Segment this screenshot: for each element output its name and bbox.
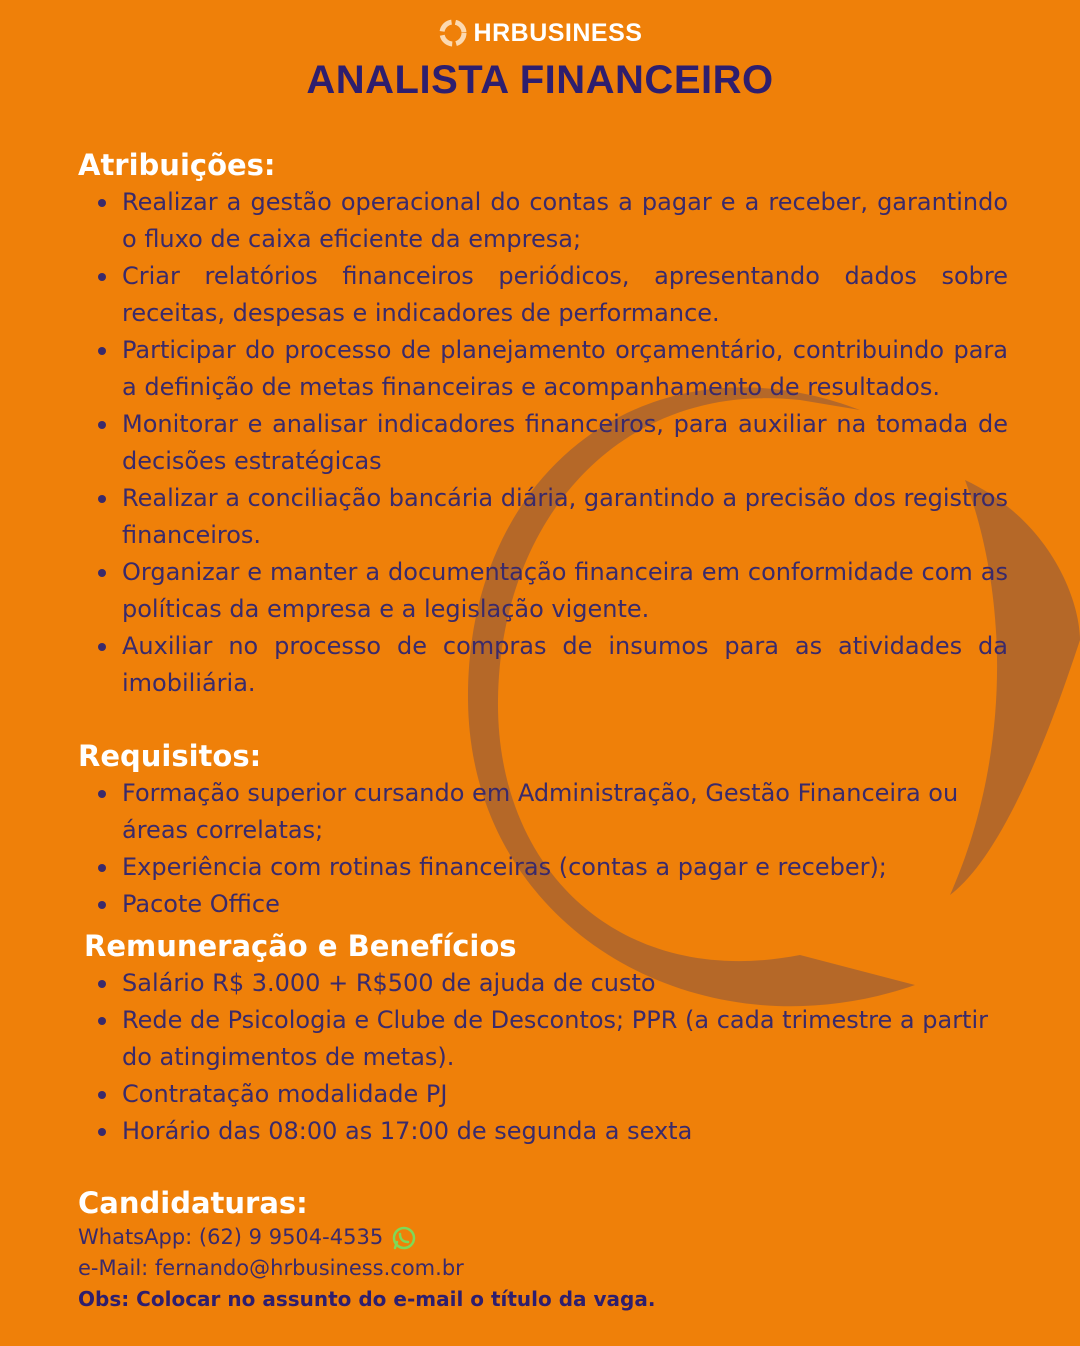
section-title-candidaturas: Candidaturas: xyxy=(78,1186,308,1220)
section-title-requisitos: Requisitos: xyxy=(78,739,262,773)
bullet-icon xyxy=(98,901,106,909)
bullet-icon xyxy=(98,1017,106,1025)
brand-logo xyxy=(0,16,1080,50)
list-item: Horário das 08:00 as 17:00 de segunda a sexta xyxy=(78,1113,1014,1150)
email-text[interactable]: e-Mail: fernando@hrbusiness.com.br xyxy=(78,1256,464,1280)
atribuicoes-list xyxy=(78,184,1008,702)
remuneracao-list xyxy=(78,965,1014,1150)
bullet-icon xyxy=(98,495,106,503)
list-item: Salário R$ 3.000 + R$500 de ajuda de custo xyxy=(78,965,1014,1002)
list-item: Realizar a conciliação bancária diária, garantindo a precisão dos registros financeiros. xyxy=(78,480,1008,554)
ring-logo-icon xyxy=(438,18,468,48)
bullet-icon xyxy=(98,980,106,988)
section-candidaturas xyxy=(78,1184,1008,1315)
bullet-icon xyxy=(98,864,106,872)
requisitos-list xyxy=(78,775,1008,923)
job-title: ANALISTA FINANCEIRO xyxy=(306,58,774,102)
list-item: Monitorar e analisar indicadores financeiros, para auxiliar na tomada de decisões estratégicas xyxy=(78,406,1008,480)
section-requisitos xyxy=(78,737,1008,923)
section-remuneracao xyxy=(84,927,1014,1150)
bullet-icon xyxy=(98,569,106,577)
list-item: Formação superior cursando em Administração, Gestão Financeira ou áreas correlatas; xyxy=(78,775,1008,849)
bullet-icon xyxy=(98,790,106,798)
list-item: Contratação modalidade PJ xyxy=(78,1076,1014,1113)
section-title-remuneracao: Remuneração e Benefícios xyxy=(84,929,517,963)
list-item: Pacote Office xyxy=(78,886,1008,923)
bullet-icon xyxy=(98,421,106,429)
list-item: Criar relatórios financeiros periódicos, apresentando dados sobre receitas, despesas e indicadores de performance. xyxy=(78,258,1008,332)
whatsapp-icon xyxy=(391,1225,417,1251)
list-item: Realizar a gestão operacional do contas a pagar e a receber, garantindo o fluxo de caixa eficiente da empresa; xyxy=(78,184,1008,258)
list-item: Experiência com rotinas financeiras (contas a pagar e receber); xyxy=(78,849,1008,886)
bullet-icon xyxy=(98,199,106,207)
list-item: Participar do processo de planejamento orçamentário, contribuindo para a definição de metas financeiras e acompanhamento de resultados. xyxy=(78,332,1008,406)
bullet-icon xyxy=(98,347,106,355)
list-item: Organizar e manter a documentação financeira em conformidade com as políticas da empresa e a legislação vigente. xyxy=(78,554,1008,628)
obs-note: Obs: Colocar no assunto do e-mail o título da vaga. xyxy=(78,1287,656,1311)
bullet-icon xyxy=(98,273,106,281)
whatsapp-text[interactable]: WhatsApp: (62) 9 9504-4535 xyxy=(78,1225,384,1249)
bullet-icon xyxy=(98,1128,106,1136)
bullet-icon xyxy=(98,1091,106,1099)
email-contact[interactable] xyxy=(78,1253,1008,1284)
brand-name: HRBUSINESS xyxy=(473,18,643,47)
section-atribuicoes xyxy=(78,146,1008,702)
list-item: Auxiliar no processo de compras de insumos para as atividades da imobiliária. xyxy=(78,628,1008,702)
bullet-icon xyxy=(98,643,106,651)
whatsapp-contact[interactable] xyxy=(78,1222,1008,1253)
list-item: Rede de Psicologia e Clube de Descontos; PPR (a cada trimestre a partir do atingimentos de metas). xyxy=(78,1002,1014,1076)
section-title-atribuicoes: Atribuições: xyxy=(78,148,276,182)
